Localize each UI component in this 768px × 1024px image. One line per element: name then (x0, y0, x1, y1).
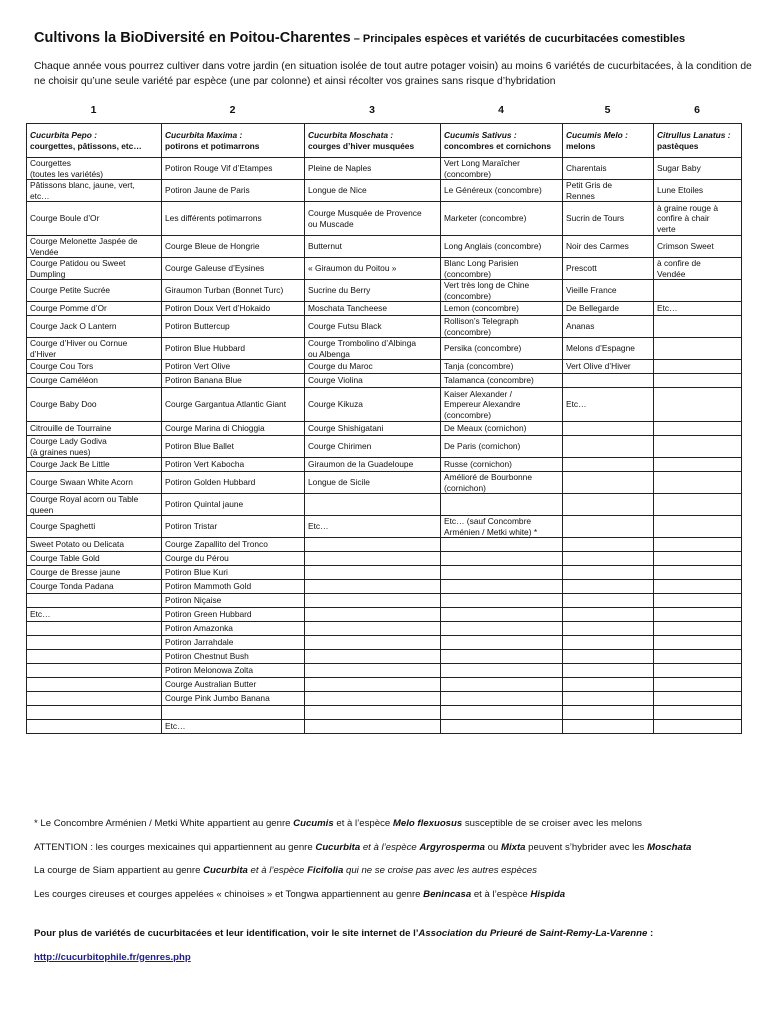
table-cell: Courge Zapallito del Tronco (162, 538, 305, 552)
table-cell (441, 720, 563, 734)
table-cell: Courge Shishigatani (305, 422, 441, 436)
table-cell: Potiron Quintal jaune (162, 494, 305, 516)
table-cell (654, 436, 742, 458)
table-row (27, 594, 742, 608)
table-cell (563, 580, 654, 594)
table-cell (654, 422, 742, 436)
table-cell (563, 622, 654, 636)
table-cell: De Meaux (cornichon) (441, 422, 563, 436)
table-cell (27, 650, 162, 664)
table-row (27, 516, 742, 538)
table-cell (441, 608, 563, 622)
column-header (162, 124, 305, 158)
table-cell: Courge Marina di Chioggia (162, 422, 305, 436)
table-cell: Courge Lady Godiva (à graines nues) (27, 436, 162, 458)
table-cell: Courge d’Hiver ou Cornue d’Hiver (27, 338, 162, 360)
table-cell (654, 594, 742, 608)
table-cell: Potiron Vert Olive (162, 360, 305, 374)
table-cell (441, 580, 563, 594)
table-cell: Sugar Baby (654, 158, 742, 180)
table-cell: Vert très long de Chine (concombre) (441, 280, 563, 302)
column-description: courges d’hiver musquées (308, 140, 415, 151)
table-cell (654, 622, 742, 636)
table-cell: Melons d’Espagne (563, 338, 654, 360)
column-number: 2 (229, 104, 236, 116)
table-cell: Courge Melonette Jaspée de Vendée (27, 236, 162, 258)
table-cell (441, 636, 563, 650)
note-attention-mexican-squash: ATTENTION : les courges mexicaines qui appartiennent au genre Cucurbita et à l’espèce Argyrosperma ou Mixta peuvent s’hybrider avec les Moschata (34, 841, 692, 853)
table-cell: Pleine de Naples (305, 158, 441, 180)
table-cell: Potiron Golden Hubbard (162, 472, 305, 494)
table-row (27, 692, 742, 706)
table-cell: Potiron Jaune de Paris (162, 180, 305, 202)
table-cell: Kaiser Alexander / Empereur Alexandre (concombre) (441, 388, 563, 422)
note-siam-squash: La courge de Siam appartient au genre Cucurbita et à l’espèce Ficifolia qui ne se croise pas avec les autres espèces (34, 865, 537, 876)
table-cell (563, 608, 654, 622)
table-cell (563, 516, 654, 538)
table-cell (654, 636, 742, 650)
table-cell: Talamanca (concombre) (441, 374, 563, 388)
table-cell: Courge du Pérou (162, 552, 305, 566)
table-cell: Sweet Potato ou Delicata (27, 538, 162, 552)
table-header-row (27, 124, 742, 158)
table-cell: Courge Petite Sucrée (27, 280, 162, 302)
table-cell: Rollison’s Telegraph (concombre) (441, 316, 563, 338)
column-number: 5 (604, 104, 611, 116)
table-cell (305, 664, 441, 678)
table-cell: Potiron Mammoth Gold (162, 580, 305, 594)
table-cell (654, 472, 742, 494)
title-main: Cultivons la BioDiversité en Poitou-Charentes (34, 30, 351, 46)
table-cell: Tanja (concombre) (441, 360, 563, 374)
table-cell: Courge Trombolino d’Albinga ou Albenga (305, 338, 441, 360)
table-cell (441, 678, 563, 692)
column-header (563, 124, 654, 158)
column-species: Cucumis Melo : (566, 130, 628, 141)
table-cell (441, 650, 563, 664)
table-cell: Courge Spaghetti (27, 516, 162, 538)
table-cell: Courge Table Gold (27, 552, 162, 566)
table-cell (654, 706, 742, 720)
column-header (441, 124, 563, 158)
table-row (27, 494, 742, 516)
column-number: 6 (694, 104, 700, 116)
table-cell (563, 720, 654, 734)
table-cell: Potiron Blue Kuri (162, 566, 305, 580)
table-row (27, 422, 742, 436)
table-cell (441, 538, 563, 552)
column-species: Citrullus Lanatus : (657, 130, 731, 141)
table-cell (27, 622, 162, 636)
column-numbers (26, 104, 741, 116)
table-cell (305, 608, 441, 622)
table-cell: Courge Caméléon (27, 374, 162, 388)
table-cell (441, 664, 563, 678)
table-row (27, 360, 742, 374)
table-cell: Courgettes (toutes les variétés) (27, 158, 162, 180)
table-cell: Courge Patidou ou Sweet Dumpling (27, 258, 162, 280)
table-cell: Etc… (sauf Concombre Arménien / Metki white) * (441, 516, 563, 538)
table-cell (305, 594, 441, 608)
table-cell: Noir des Carmes (563, 236, 654, 258)
table-cell: Longue de Sicile (305, 472, 441, 494)
table-cell (563, 494, 654, 516)
table-cell: Russe (cornichon) (441, 458, 563, 472)
table-cell (654, 458, 742, 472)
website-link[interactable]: http://cucurbitophile.fr/genres.php (34, 951, 191, 963)
table-cell: Courge Pink Jumbo Banana (162, 692, 305, 706)
column-species: Cucumis Sativus : (444, 130, 517, 141)
table-cell: Etc… (162, 720, 305, 734)
table-cell: Potiron Buttercup (162, 316, 305, 338)
table-cell: Petit Gris de Rennes (563, 180, 654, 202)
table-cell: Courge Gargantua Atlantic Giant (162, 388, 305, 422)
table-cell (441, 494, 563, 516)
table-cell: Courge Jack O Lantern (27, 316, 162, 338)
table-cell: Courge Cou Tors (27, 360, 162, 374)
table-cell (441, 552, 563, 566)
table-cell (27, 706, 162, 720)
table-cell (654, 552, 742, 566)
table-row (27, 678, 742, 692)
table-row (27, 388, 742, 422)
table-cell: Charentais (563, 158, 654, 180)
table-row (27, 180, 742, 202)
table-row (27, 650, 742, 664)
table-row (27, 316, 742, 338)
intro-paragraph: Chaque année vous pourrez cultiver dans votre jardin (en situation isolée de tout autre potager voisin) au moins 6 variétés de cucurbitacées, à la condition de ne choisir qu’une seule variété par espèce (une par colonne) et ainsi récolter vos graines sans risque d’hybridation (34, 61, 752, 87)
table-row (27, 374, 742, 388)
table-cell: Courge Kikuza (305, 388, 441, 422)
table-cell: Citrouille de Tourraine (27, 422, 162, 436)
table-cell (654, 692, 742, 706)
table-cell (654, 388, 742, 422)
table-cell: Courge de Bresse jaune (27, 566, 162, 580)
table-cell (654, 566, 742, 580)
cucurbit-table (26, 123, 742, 734)
table-cell: Potiron Rouge Vif d’Etampes (162, 158, 305, 180)
table-cell (27, 594, 162, 608)
table-row (27, 202, 742, 236)
table-cell: à confire de Vendée (654, 258, 742, 280)
column-description: melons (566, 140, 596, 151)
table-row (27, 258, 742, 280)
table-cell (563, 692, 654, 706)
table-cell: Etc… (27, 608, 162, 622)
table-cell (563, 566, 654, 580)
table-cell: Le Généreux (concombre) (441, 180, 563, 202)
table-cell (563, 458, 654, 472)
table-cell (654, 338, 742, 360)
table-cell (563, 436, 654, 458)
table-row (27, 664, 742, 678)
table-cell: Courge Royal acorn ou Table queen (27, 494, 162, 516)
table-cell: Potiron Banana Blue (162, 374, 305, 388)
table-cell (162, 706, 305, 720)
note-armenian-cucumber: * Le Concombre Arménien / Metki White appartient au genre Cucumis et à l’espèce Melo flexuosus susceptible de se croiser avec les melons (34, 818, 642, 829)
table-cell: De Bellegarde (563, 302, 654, 316)
table-cell: Potiron Niçaise (162, 594, 305, 608)
table-row (27, 436, 742, 458)
table-cell: Ananas (563, 316, 654, 338)
table-cell (654, 608, 742, 622)
column-header (305, 124, 441, 158)
table-cell (563, 636, 654, 650)
table-cell (563, 422, 654, 436)
table-cell: à graine rouge à confire à chair verte (654, 202, 742, 236)
table-row (27, 552, 742, 566)
table-cell (441, 566, 563, 580)
table-cell (305, 566, 441, 580)
table-row (27, 538, 742, 552)
table-cell: Longue de Nice (305, 180, 441, 202)
notes-section (34, 818, 754, 975)
column-number: 1 (90, 104, 97, 116)
table-cell: Potiron Melonowa Zolta (162, 664, 305, 678)
title-subtitle: – Principales espèces et variétés de cucurbitacées comestibles (350, 33, 686, 45)
table-cell (654, 650, 742, 664)
table-cell: Courge du Maroc (305, 360, 441, 374)
column-description: concombres et cornichons (444, 140, 552, 151)
table-cell (563, 678, 654, 692)
note-more-varieties: Pour plus de variétés de cucurbitacées et leur identification, voir le site internet de l’Association du Prieuré de Saint-Remy-La-Varenne : (34, 928, 654, 939)
table-cell: Courge Bleue de Hongrie (162, 236, 305, 258)
table-cell: Vert Olive d’Hiver (563, 360, 654, 374)
table-cell (563, 374, 654, 388)
table-cell: Crimson Sweet (654, 236, 742, 258)
table-cell: Sucrine du Berry (305, 280, 441, 302)
table-row (27, 706, 742, 720)
table-cell: Potiron Green Hubbard (162, 608, 305, 622)
table-cell: Persika (concombre) (441, 338, 563, 360)
table-cell: Courge Musquée de Provence ou Muscade (305, 202, 441, 236)
table-row (27, 580, 742, 594)
table-cell (654, 664, 742, 678)
table-body (27, 158, 742, 734)
table-cell: Courge Australian Butter (162, 678, 305, 692)
table-cell (654, 316, 742, 338)
table-cell (305, 622, 441, 636)
table-cell: Courge Chirimen (305, 436, 441, 458)
table-cell (305, 678, 441, 692)
table-row (27, 280, 742, 302)
table-cell (654, 580, 742, 594)
table-row (27, 720, 742, 734)
table-cell: Potiron Vert Kabocha (162, 458, 305, 472)
table-cell: Prescott (563, 258, 654, 280)
table-cell (441, 594, 563, 608)
table-cell (305, 552, 441, 566)
table-cell (441, 692, 563, 706)
table-cell (654, 720, 742, 734)
column-species: Cucurbita Moschata : (308, 130, 394, 141)
table-cell: Courge Pomme d’Or (27, 302, 162, 316)
table-cell: Potiron Amazonka (162, 622, 305, 636)
table-cell: Lemon (concombre) (441, 302, 563, 316)
table-cell: Potiron Jarrahdale (162, 636, 305, 650)
table-cell (563, 594, 654, 608)
column-description: potirons et potimarrons (165, 140, 260, 151)
table-cell (305, 692, 441, 706)
table-cell: Giraumon de la Guadeloupe (305, 458, 441, 472)
table-cell: Butternut (305, 236, 441, 258)
table-cell (441, 622, 563, 636)
table-cell (305, 706, 441, 720)
table-cell: Lune Etoiles (654, 180, 742, 202)
table-cell (27, 720, 162, 734)
table-cell: De Paris (cornichon) (441, 436, 563, 458)
table-cell: Courge Tonda Padana (27, 580, 162, 594)
table-cell (563, 706, 654, 720)
table-cell (305, 636, 441, 650)
table-cell: Marketer (concombre) (441, 202, 563, 236)
table-cell (305, 538, 441, 552)
column-description: courgettes, pâtissons, etc… (30, 140, 142, 151)
table-cell: Potiron Blue Ballet (162, 436, 305, 458)
table-cell: Amélioré de Bourbonne (cornichon) (441, 472, 563, 494)
table-cell: Moschata Tancheese (305, 302, 441, 316)
table-row (27, 472, 742, 494)
table-cell: Courge Baby Doo (27, 388, 162, 422)
table-cell (27, 678, 162, 692)
table-row (27, 338, 742, 360)
table-cell (563, 472, 654, 494)
table-cell: Potiron Tristar (162, 516, 305, 538)
table-cell (654, 280, 742, 302)
table-cell (27, 636, 162, 650)
table-cell (305, 650, 441, 664)
table-cell (305, 494, 441, 516)
table-row (27, 458, 742, 472)
table-cell (305, 580, 441, 594)
table-cell (654, 678, 742, 692)
table-cell: Sucrin de Tours (563, 202, 654, 236)
table-cell: Potiron Chestnut Bush (162, 650, 305, 664)
table-cell (563, 650, 654, 664)
table-cell: Potiron Blue Hubbard (162, 338, 305, 360)
table-row (27, 622, 742, 636)
table-cell: Etc… (563, 388, 654, 422)
table-cell: Blanc Long Parisien (concombre) (441, 258, 563, 280)
table-cell: Etc… (305, 516, 441, 538)
table-cell (563, 538, 654, 552)
table-row (27, 158, 742, 180)
table-cell: Vert Long Maraîcher (concombre) (441, 158, 563, 180)
table-cell (654, 360, 742, 374)
table-cell: Les différents potimarrons (162, 202, 305, 236)
table-cell (654, 494, 742, 516)
table-row (27, 236, 742, 258)
table-cell: Courge Swaan White Acorn (27, 472, 162, 494)
table-cell: Etc… (654, 302, 742, 316)
note-benincasa: Les courges cireuses et courges appelées « chinoises » et Tongwa appartiennent au genre Benincasa et à l’espèce Hispida (34, 888, 566, 900)
column-number: 4 (498, 104, 504, 116)
table-cell (441, 706, 563, 720)
table-cell (27, 692, 162, 706)
table-cell: Courge Violina (305, 374, 441, 388)
document-title (34, 30, 754, 46)
table-cell: Pâtissons blanc, jaune, vert, etc… (27, 180, 162, 202)
column-species: Cucurbita Maxima : (165, 130, 243, 141)
table-cell: Courge Futsu Black (305, 316, 441, 338)
table-cell (563, 664, 654, 678)
table-cell (305, 720, 441, 734)
table-cell (654, 374, 742, 388)
table-row (27, 566, 742, 580)
table-cell (654, 516, 742, 538)
column-header (654, 124, 742, 158)
column-number: 3 (369, 104, 375, 116)
table-cell (27, 664, 162, 678)
table-cell: Courge Boule d’Or (27, 202, 162, 236)
table-row (27, 302, 742, 316)
table-cell: Giraumon Turban (Bonnet Turc) (162, 280, 305, 302)
table-cell: Courge Jack Be Little (27, 458, 162, 472)
table-cell: Potiron Doux Vert d’Hokaido (162, 302, 305, 316)
column-header (27, 124, 162, 158)
table-cell: Vieille France (563, 280, 654, 302)
table-row (27, 636, 742, 650)
table-cell: Courge Galeuse d’Eysines (162, 258, 305, 280)
table-row (27, 608, 742, 622)
column-species: Cucurbita Pepo : (30, 130, 98, 141)
table-cell (563, 552, 654, 566)
column-description: pastèques (657, 140, 699, 151)
table-cell (654, 538, 742, 552)
table-cell: « Giraumon du Poitou » (305, 258, 441, 280)
table-cell: Long Anglais (concombre) (441, 236, 563, 258)
